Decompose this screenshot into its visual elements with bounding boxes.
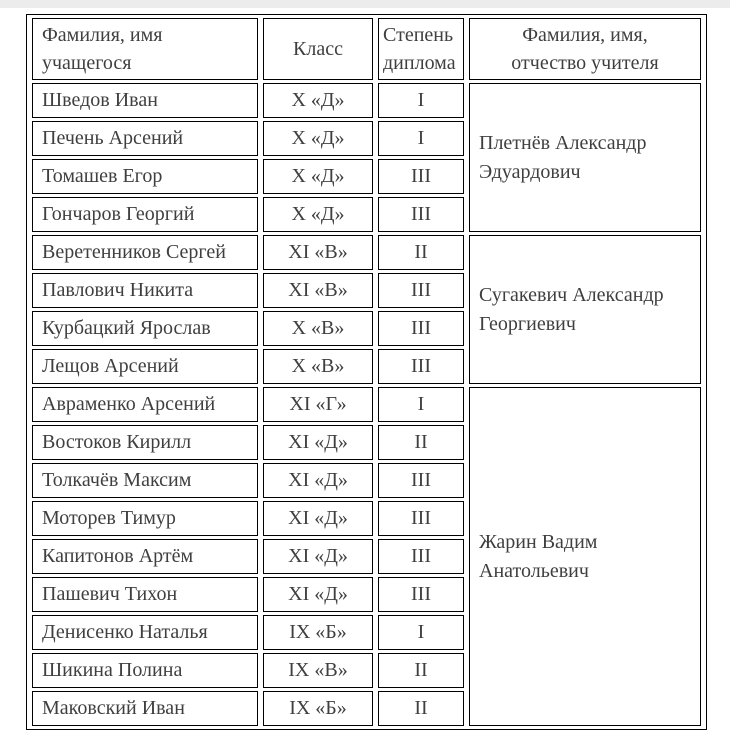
student-name-cell: Авраменко Арсений (32, 387, 258, 422)
class-cell: XI «Д» (263, 501, 373, 536)
student-name-cell: Томашев Егор (32, 159, 258, 194)
diploma-degree-cell: III (378, 501, 464, 536)
diploma-degree-cell: III (378, 197, 464, 232)
student-name-cell: Шикина Полина (32, 653, 258, 688)
student-name-cell: Востоков Кирилл (32, 425, 258, 460)
class-cell: IX «В» (263, 653, 373, 688)
header-row (32, 18, 701, 80)
class-cell: XI «Д» (263, 463, 373, 498)
diploma-degree-cell: III (378, 311, 464, 346)
diploma-degree-cell: II (378, 235, 464, 270)
diploma-degree-cell: II (378, 425, 464, 460)
student-name-cell: Маковский Иван (32, 691, 258, 726)
class-cell: X «Д» (263, 159, 373, 194)
class-cell: X «В» (263, 311, 373, 346)
student-name-cell: Капитонов Артём (32, 539, 258, 574)
student-name-cell: Печень Арсений (32, 121, 258, 156)
diploma-degree-cell: II (378, 691, 464, 726)
student-name-cell: Толкачёв Максим (32, 463, 258, 498)
student-name-cell: Гончаров Георгий (32, 197, 258, 232)
header-student-name: Фамилия, имя учащегося (32, 18, 258, 80)
diploma-degree-cell: I (378, 387, 464, 422)
student-name-cell: Пашевич Тихон (32, 577, 258, 612)
class-cell: X «Д» (263, 121, 373, 156)
header-class: Класс (263, 18, 373, 80)
diploma-degree-cell: III (378, 463, 464, 498)
student-name-cell: Курбацкий Ярослав (32, 311, 258, 346)
class-cell: XI «Д» (263, 539, 373, 574)
header-diploma-degree: Степень диплома (378, 18, 464, 80)
diploma-degree-cell: III (378, 577, 464, 612)
class-cell: IX «Б» (263, 691, 373, 726)
diploma-degree-cell: I (378, 121, 464, 156)
class-cell: XI «В» (263, 273, 373, 308)
teacher-name-cell: Сугакевич Александр Георгиевич (469, 235, 701, 384)
diploma-table (26, 14, 707, 730)
class-cell: XI «Г» (263, 387, 373, 422)
class-cell: XI «Д» (263, 577, 373, 612)
diploma-degree-cell: I (378, 83, 464, 118)
table-row (32, 387, 701, 422)
header-teacher-name: Фамилия, имя, отчество учителя (469, 18, 701, 80)
student-name-cell: Денисенко Наталья (32, 615, 258, 650)
diploma-degree-cell: III (378, 539, 464, 574)
table-row (32, 83, 701, 118)
student-name-cell: Павлович Никита (32, 273, 258, 308)
class-cell: X «В» (263, 349, 373, 384)
table-body (32, 83, 701, 726)
diploma-degree-cell: III (378, 159, 464, 194)
class-cell: X «Д» (263, 83, 373, 118)
diploma-degree-cell: III (378, 273, 464, 308)
teacher-name-cell: Плетнёв Александр Эдуардович (469, 83, 701, 232)
diploma-degree-cell: III (378, 349, 464, 384)
teacher-name-cell: Жарин Вадим Анатольевич (469, 387, 701, 726)
student-name-cell: Моторев Тимур (32, 501, 258, 536)
class-cell: X «Д» (263, 197, 373, 232)
class-cell: IX «Б» (263, 615, 373, 650)
class-cell: XI «Д» (263, 425, 373, 460)
class-cell: XI «В» (263, 235, 373, 270)
table-row (32, 235, 701, 270)
diploma-degree-cell: I (378, 615, 464, 650)
student-name-cell: Веретенников Сергей (32, 235, 258, 270)
student-name-cell: Лещов Арсений (32, 349, 258, 384)
diploma-degree-cell: II (378, 653, 464, 688)
top-strip (0, 0, 730, 8)
student-name-cell: Шведов Иван (32, 83, 258, 118)
